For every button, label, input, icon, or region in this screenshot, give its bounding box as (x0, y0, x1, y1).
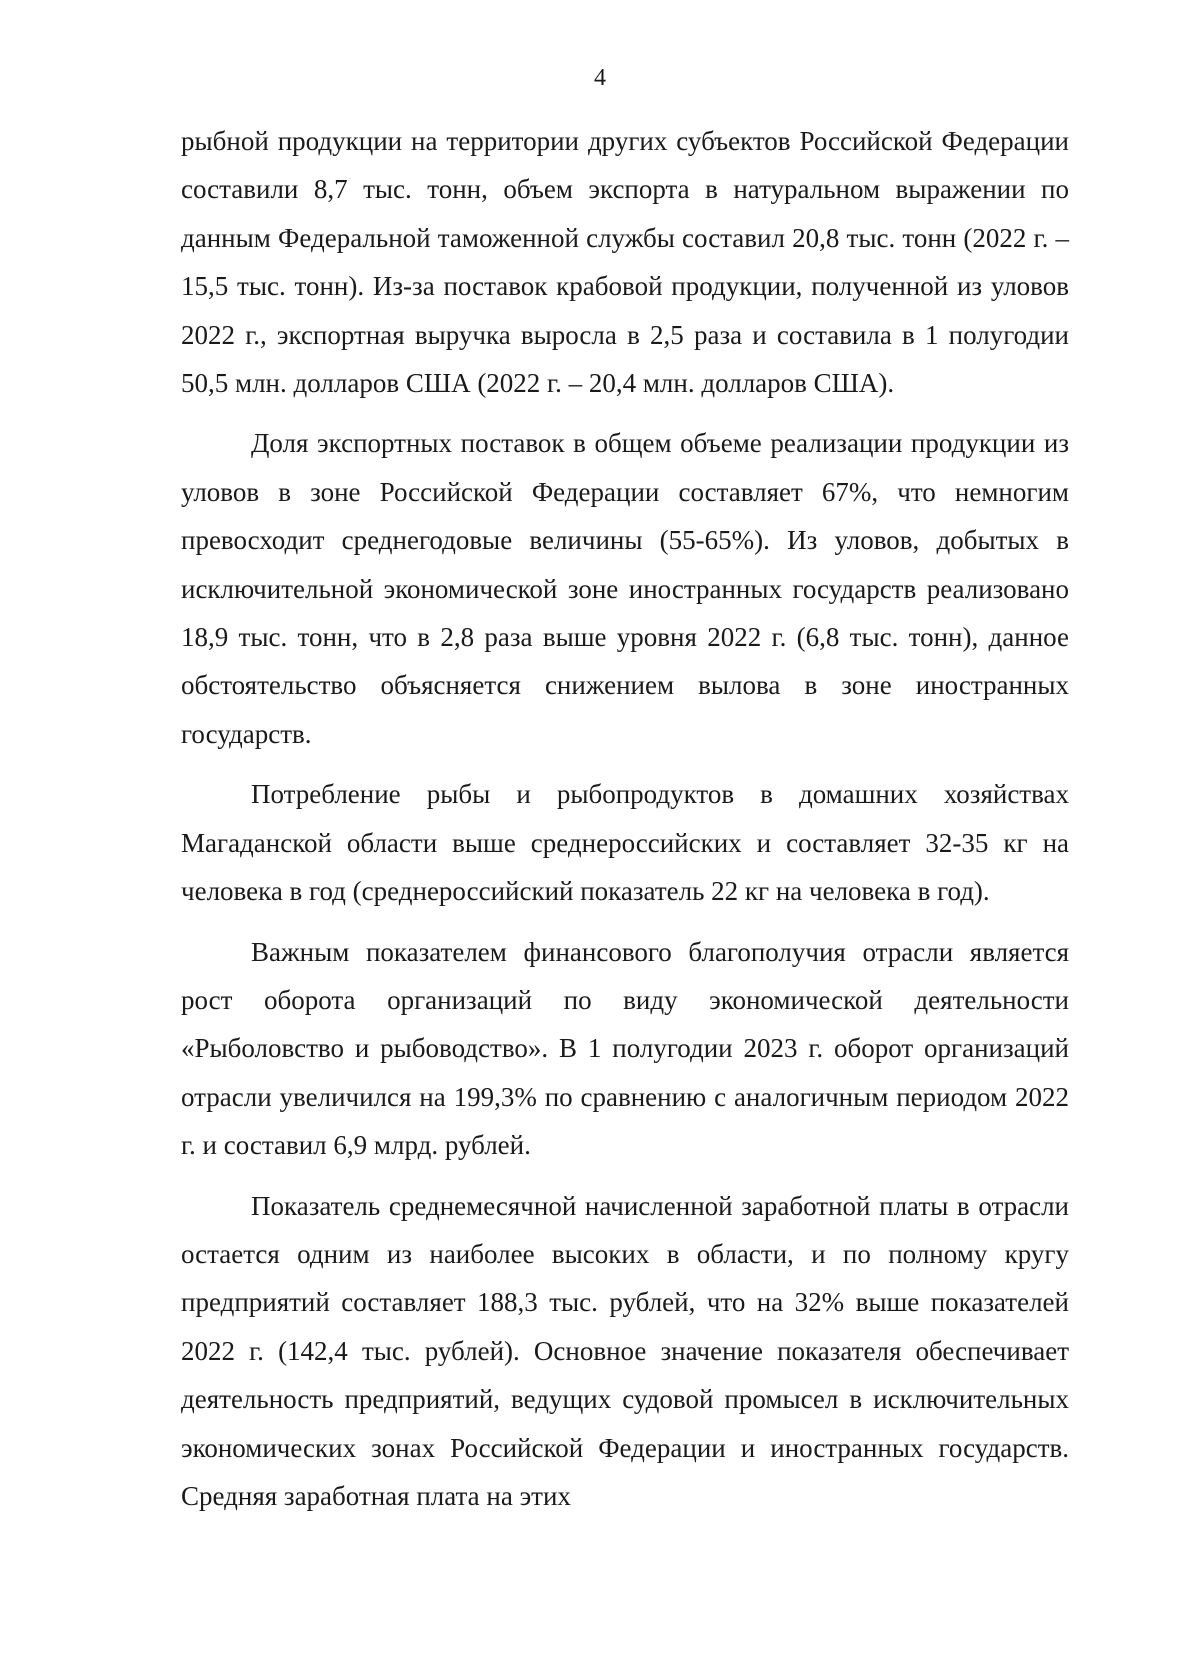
document-body (181, 117, 1069, 1532)
paragraph-fish-consumption: Потребление рыбы и рыбопродуктов в домашних хозяйствах Магаданской области выше среднероссийских и составляет 32-35 кг на человека в год (среднероссийский показатель 22 кг на человека в год). (181, 779, 1069, 907)
paragraph-export-share: Доля экспортных поставок в общем объеме реализации продукции из уловов в зоне Российской Федерации составляет 67%, что немногим превосходит среднегодовые величины (55-65%). Из уловов, добытых в исключительной экономической зоне иностранных государств реализовано 18,9 тыс. тонн, что в 2,8 раза выше уровня 2022 г. (6,8 тыс. тонн), данное обстоятельство объясняется снижением вылова в зоне иностранных государств. (181, 428, 1069, 749)
paragraph-export-volume: рыбной продукции на территории других субъектов Российской Федерации составили 8,7 тыс. тонн, объем экспорта в натуральном выражении по данным Федеральной таможенной службы составил 20,8 тыс. тонн (2022 г. – 15,5 тыс. тонн). Из-за поставок крабовой продукции, полученной из уловов 2022 г., экспортная выручка выросла в 2,5 раза и составила в 1 полугодии 50,5 млн. долларов США (2022 г. – 20,4 млн. долларов США). (181, 126, 1069, 399)
page-number: 4 (594, 65, 606, 91)
paragraph-salary: Показатель среднемесячной начисленной заработной платы в отрасли остается одним из наиболее высоких в области, и по полному кругу предприятий составляет 188,3 тыс. рублей, что на 32% выше показателей 2022 г. (142,4 тыс. рублей). Основное значение показателя обеспечивает деятельность предприятий, ведущих судовой промысел в исключительных экономических зонах Российской Федерации и иностранных государств. Средняя заработная плата на этих (181, 1190, 1069, 1511)
paragraph-turnover: Важным показателем финансового благополучия отрасли является рост оборота организаций по виду экономической деятельности «Рыболовство и рыбоводство». В 1 полугодии 2023 г. оборот организаций отрасли увеличился на 199,3% по сравнению с аналогичным периодом 2022 г. и составил 6,9 млрд. рублей. (181, 936, 1069, 1161)
